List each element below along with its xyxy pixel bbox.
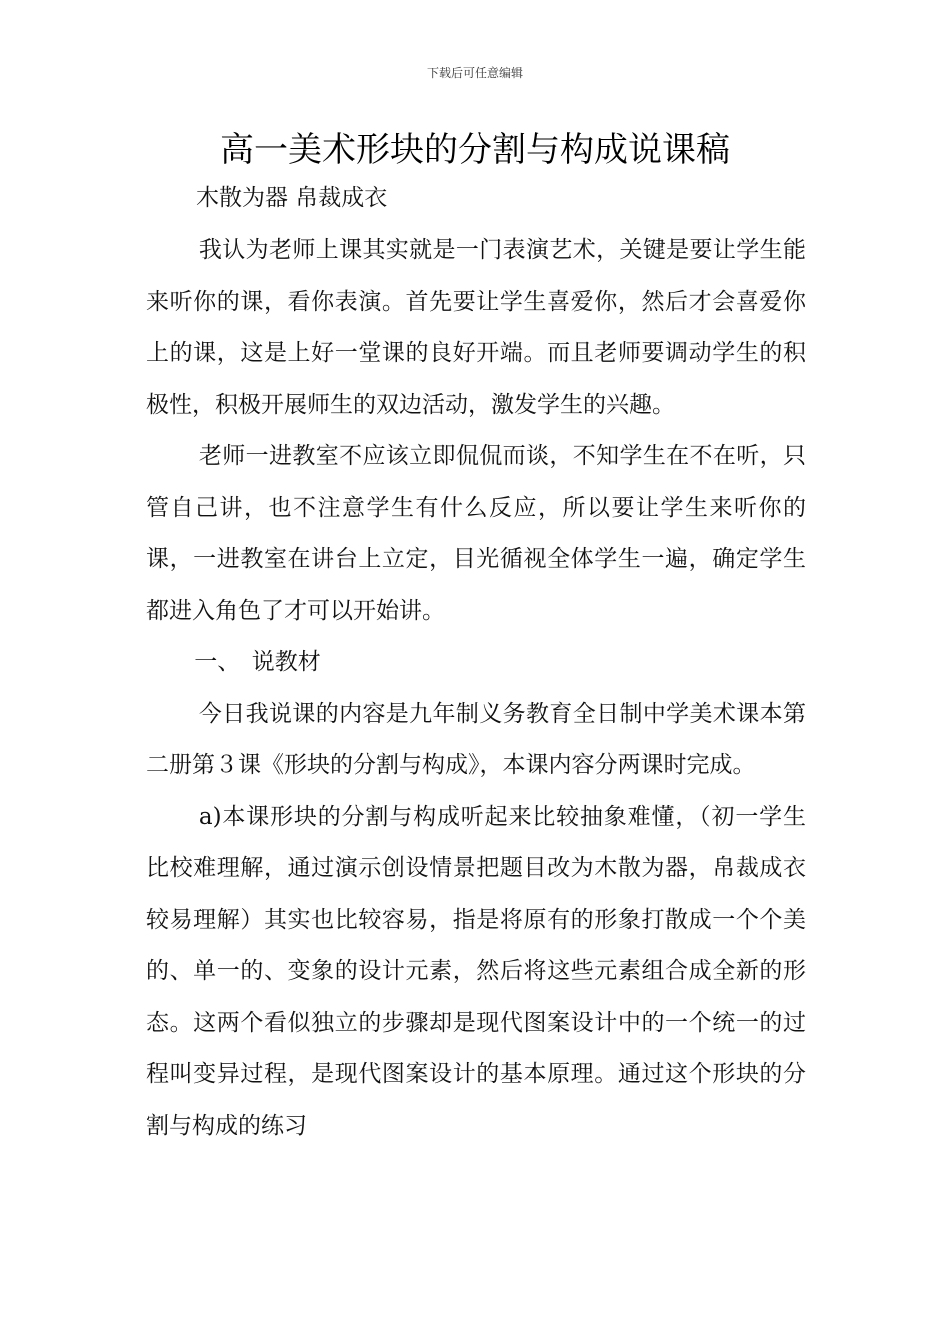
document-body <box>146 225 806 1152</box>
paragraph-section-2: a)本课形块的分割与构成听起来比较抽象难懂，（初一学生比校难理解，通过演示创设情景把题目改为木散为器，帛裁成衣较易理解）其实也比较容易，指是将原有的形象打散成一个个美的、单一的、变象的设计元素，然后将这些元素组合成全新的形态。这两个看似独立的步骤却是现代图案设计中的一个统一的过程叫变异过程，是现代图案设计的基本原理。通过这个形块的分割与构成的练习 <box>146 803 806 1139</box>
page-header-note: 下载后可任意编辑 <box>426 66 523 80</box>
paragraph-intro-2: 老师一进教室不应该立即侃侃而谈，不知学生在不在听，只管自己讲，也不注意学生有什么反应，所以要让学生来听你的课，一进教室在讲台上立定，目光循视全体学生一遍，确定学生都进入角色了才可以开始讲。 <box>146 443 806 624</box>
section-heading: 一、 说教材 <box>194 649 321 675</box>
paragraph-intro-1: 我认为老师上课其实就是一门表演艺术，关键是要让学生能来听你的课，看你表演。首先要让学生喜爱你，然后才会喜爱你上的课，这是上好一堂课的良好开端。而且老师要调动学生的积极性，积极开展师生的双边活动，激发学生的兴趣。 <box>146 237 806 418</box>
document-subtitle: 木散为器 帛裁成衣 <box>196 185 388 211</box>
paragraph-section-1: 今日我说课的内容是九年制义务教育全日制中学美术课本第二册第３课《形块的分割与构成》，本课内容分两课时完成。 <box>146 700 806 778</box>
document-title: 高一美术形块的分割与构成说课稿 <box>220 130 730 170</box>
